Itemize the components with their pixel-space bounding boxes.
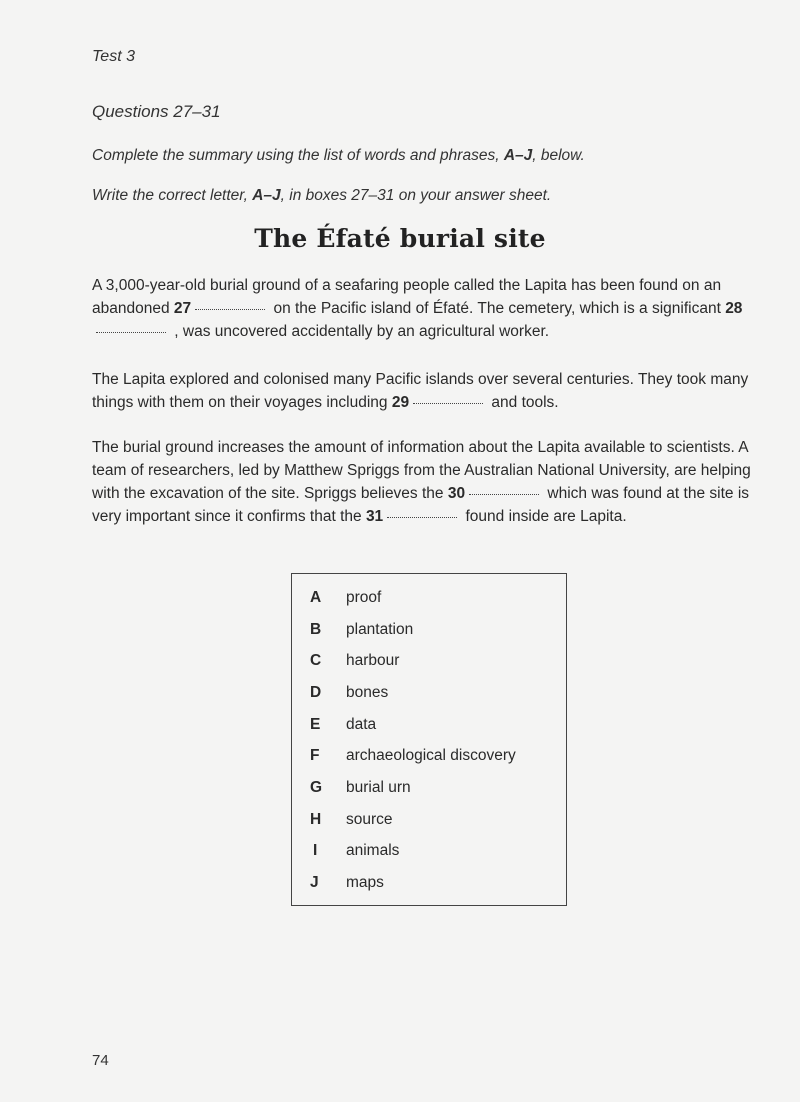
question-number-29: 29: [391, 394, 410, 411]
questions-heading: Questions 27–31: [92, 102, 221, 121]
option-letter: G: [310, 779, 323, 796]
answer-gap-29: [413, 402, 483, 404]
option-text: maps: [346, 874, 384, 891]
answer-gap-31: [387, 516, 457, 518]
option-row: [292, 779, 566, 803]
question-number-27: 27: [173, 300, 192, 317]
option-row: [292, 811, 566, 835]
option-text: burial urn: [346, 779, 411, 796]
option-row: [292, 842, 566, 866]
option-text: proof: [346, 589, 382, 606]
instruction-summary: Complete the summary using the list of words and phrases, A–J, below.: [92, 147, 585, 164]
option-row: [292, 874, 566, 898]
answer-gap-28: [96, 331, 166, 333]
summary-paragraph-1: A 3,000-year-old burial ground of a seafaring people called the Lapita has been found on an abandoned 27 on the Pacific island of Éfaté. The cemetery, which is a significant 28 , was uncovered accidentally by an agricultural worker.: [92, 277, 743, 340]
option-text: archaeological discovery: [346, 747, 516, 764]
answer-gap-30: [469, 493, 539, 495]
options-list-box: [291, 573, 567, 906]
option-text: data: [346, 716, 377, 733]
option-letter: F: [310, 747, 320, 764]
option-row: [292, 716, 566, 740]
option-row: [292, 589, 566, 613]
option-text: bones: [346, 684, 389, 701]
option-letter: H: [310, 811, 322, 828]
summary-title: The Éfaté burial site: [254, 224, 546, 253]
question-number-30: 30: [447, 485, 466, 502]
option-letter: J: [310, 874, 319, 891]
option-row: [292, 747, 566, 771]
option-text: source: [346, 811, 393, 828]
question-number-28: 28: [725, 300, 743, 317]
running-head: Test 3: [92, 48, 135, 65]
option-row: [292, 652, 566, 676]
option-text: plantation: [346, 621, 414, 638]
option-letter: C: [310, 652, 322, 669]
option-row: [292, 684, 566, 708]
instruction-answer: Write the correct letter, A–J, in boxes 27–31 on your answer sheet.: [92, 187, 552, 204]
option-letter: B: [310, 621, 322, 638]
summary-paragraph-2: The Lapita explored and colonised many Pacific islands over several centuries. They took many things with them on their voyages including 29 and tools.: [92, 371, 749, 411]
option-letter: D: [310, 684, 322, 701]
option-letter: E: [310, 716, 321, 733]
answer-gap-27: [195, 308, 265, 310]
question-number-31: 31: [365, 508, 384, 525]
page-number: 74: [92, 1052, 109, 1069]
option-letter: I: [313, 842, 318, 859]
option-text: animals: [346, 842, 400, 859]
option-row: [292, 621, 566, 645]
option-letter: A: [310, 589, 322, 606]
summary-paragraph-3: The burial ground increases the amount of information about the Lapita available to scientists. A team of researchers, led by Matthew Spriggs from the Australian National University, are helping with the excavation of the site. Spriggs believes the 30 which was found at the site is very important since it confirms that the 31 found inside are Lapita.: [92, 439, 751, 525]
option-text: harbour: [346, 652, 400, 669]
